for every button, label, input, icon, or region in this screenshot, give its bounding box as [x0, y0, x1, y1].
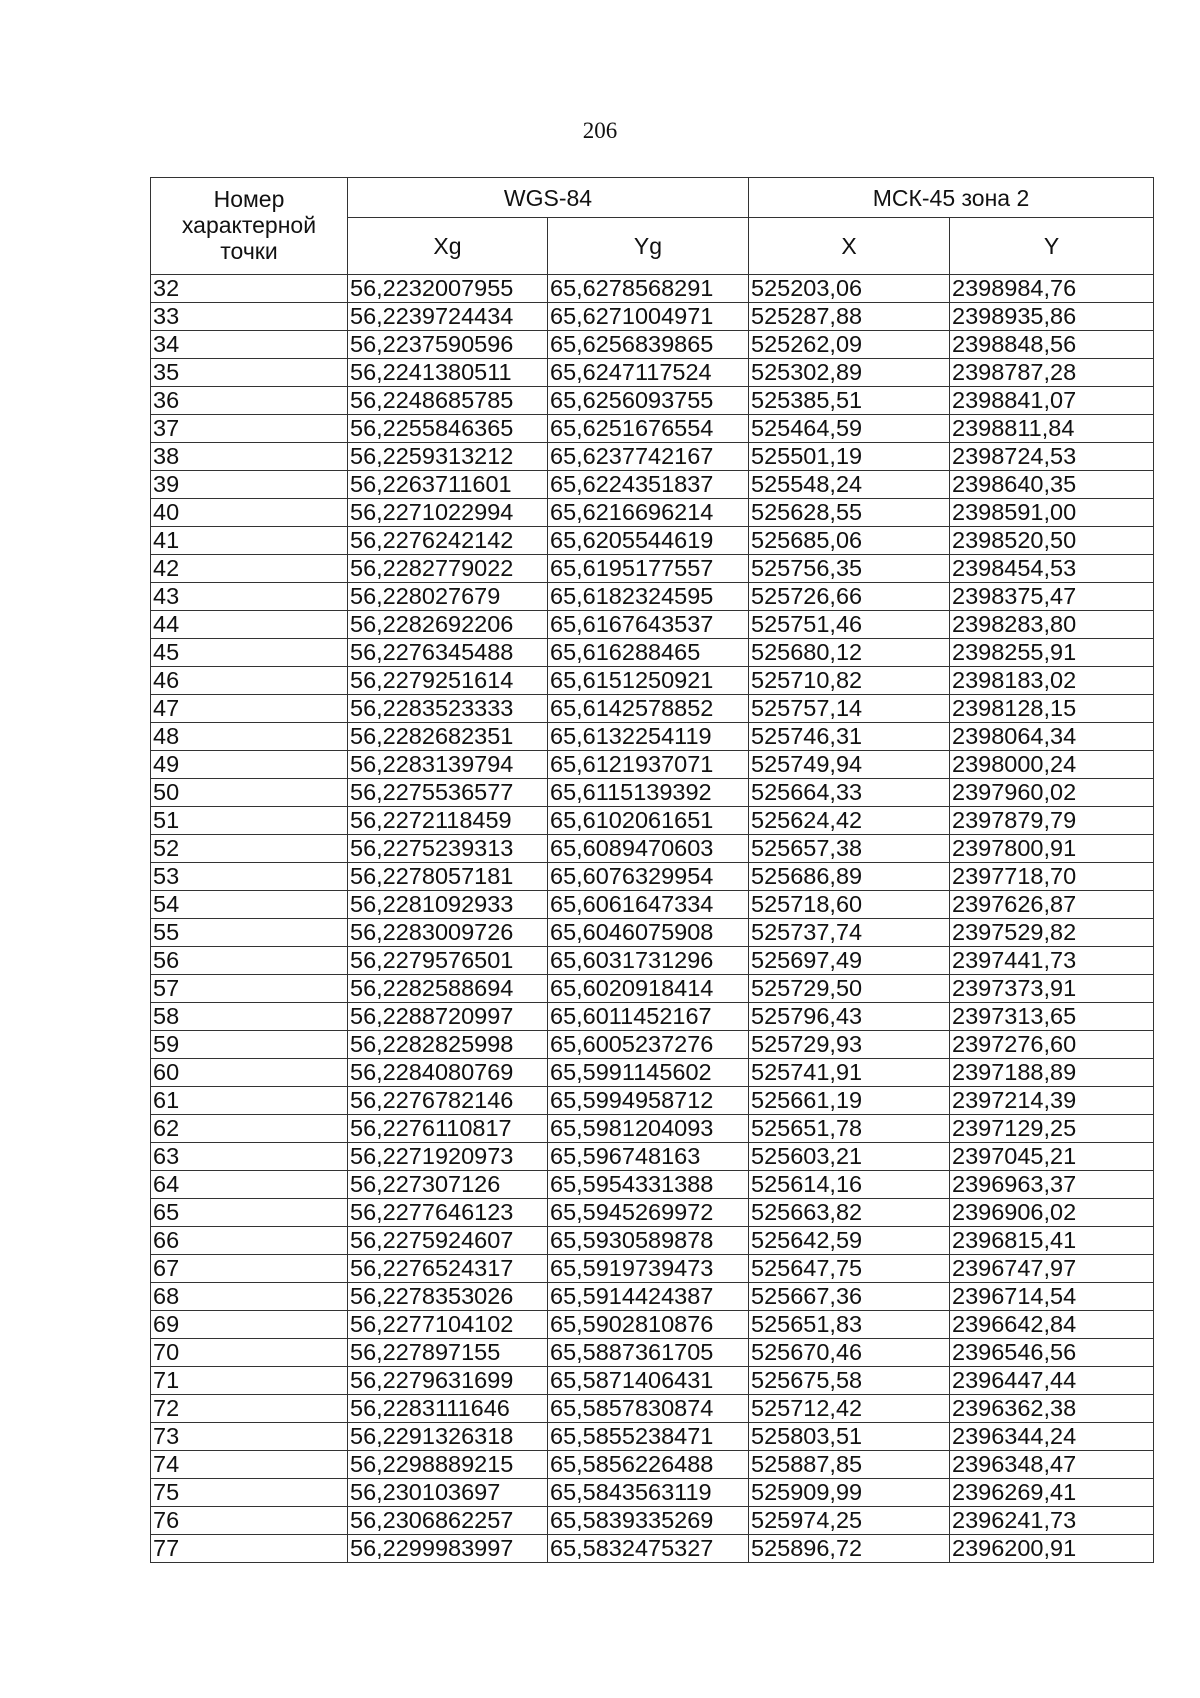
point-number-cell: 53 — [151, 863, 348, 891]
y-cell: 2398128,15 — [950, 695, 1154, 723]
point-number-cell: 66 — [151, 1227, 348, 1255]
y-cell: 2397879,79 — [950, 807, 1154, 835]
yg-cell: 65,5945269972 — [548, 1199, 749, 1227]
y-cell: 2397373,91 — [950, 975, 1154, 1003]
x-cell: 525974,25 — [749, 1507, 950, 1535]
point-number-cell: 42 — [151, 555, 348, 583]
xg-cell: 56,2282779022 — [348, 555, 548, 583]
yg-cell: 65,5902810876 — [548, 1311, 749, 1339]
yg-cell: 65,5914424387 — [548, 1283, 749, 1311]
table-row — [151, 807, 1154, 835]
table-row — [151, 1199, 1154, 1227]
point-number-cell: 41 — [151, 527, 348, 555]
xg-cell: 56,2239724434 — [348, 303, 548, 331]
point-number-cell: 62 — [151, 1115, 348, 1143]
x-cell: 525624,42 — [749, 807, 950, 835]
xg-cell: 56,2283523333 — [348, 695, 548, 723]
xg-cell: 56,227897155 — [348, 1339, 548, 1367]
y-cell: 2398724,53 — [950, 443, 1154, 471]
x-cell: 525737,74 — [749, 919, 950, 947]
yg-cell: 65,6256093755 — [548, 387, 749, 415]
x-cell: 525686,89 — [749, 863, 950, 891]
xg-cell: 56,2282825998 — [348, 1031, 548, 1059]
x-cell: 525651,83 — [749, 1311, 950, 1339]
table-row — [151, 611, 1154, 639]
point-number-cell: 44 — [151, 611, 348, 639]
point-number-cell: 35 — [151, 359, 348, 387]
y-cell: 2398984,76 — [950, 275, 1154, 303]
table-row — [151, 527, 1154, 555]
page-number: 206 — [582, 118, 618, 143]
yg-cell: 65,6167643537 — [548, 611, 749, 639]
x-cell: 525896,72 — [749, 1535, 950, 1563]
yg-cell: 65,5855238471 — [548, 1423, 749, 1451]
xg-cell: 56,2277104102 — [348, 1311, 548, 1339]
table-row — [151, 835, 1154, 863]
point-number-cell: 38 — [151, 443, 348, 471]
xg-cell: 56,2283139794 — [348, 751, 548, 779]
y-cell: 2397214,39 — [950, 1087, 1154, 1115]
xg-cell: 56,2272118459 — [348, 807, 548, 835]
point-number-cell: 60 — [151, 1059, 348, 1087]
xg-cell: 56,2232007955 — [348, 275, 548, 303]
y-cell: 2396906,02 — [950, 1199, 1154, 1227]
yg-cell: 65,5839335269 — [548, 1507, 749, 1535]
y-cell: 2396642,84 — [950, 1311, 1154, 1339]
x-cell: 525664,33 — [749, 779, 950, 807]
xg-cell: 56,2276242142 — [348, 527, 548, 555]
point-number-cell: 67 — [151, 1255, 348, 1283]
x-cell: 525729,50 — [749, 975, 950, 1003]
point-number-cell: 46 — [151, 667, 348, 695]
x-cell: 525757,14 — [749, 695, 950, 723]
yg-cell: 65,6271004971 — [548, 303, 749, 331]
xg-cell: 56,2248685785 — [348, 387, 548, 415]
y-cell: 2398454,53 — [950, 555, 1154, 583]
x-cell: 525302,89 — [749, 359, 950, 387]
xg-cell: 56,2275239313 — [348, 835, 548, 863]
point-number-cell: 52 — [151, 835, 348, 863]
yg-cell: 65,5856226488 — [548, 1451, 749, 1479]
point-number-cell: 72 — [151, 1395, 348, 1423]
point-number-cell: 64 — [151, 1171, 348, 1199]
xg-cell: 56,2298889215 — [348, 1451, 548, 1479]
x-cell: 525697,49 — [749, 947, 950, 975]
x-cell: 525385,51 — [749, 387, 950, 415]
point-number-cell: 65 — [151, 1199, 348, 1227]
table-row — [151, 1507, 1154, 1535]
y-cell: 2397276,60 — [950, 1031, 1154, 1059]
point-number-cell: 70 — [151, 1339, 348, 1367]
yg-cell: 65,5887361705 — [548, 1339, 749, 1367]
xg-cell: 56,2275924607 — [348, 1227, 548, 1255]
table-row — [151, 415, 1154, 443]
xg-cell: 56,227307126 — [348, 1171, 548, 1199]
x-cell: 525680,12 — [749, 639, 950, 667]
y-cell: 2396963,37 — [950, 1171, 1154, 1199]
point-number-cell: 61 — [151, 1087, 348, 1115]
y-cell: 2398000,24 — [950, 751, 1154, 779]
wgs84-group-header: WGS-84 — [348, 178, 749, 218]
point-number-cell: 48 — [151, 723, 348, 751]
table-row — [151, 1423, 1154, 1451]
y-cell: 2398255,91 — [950, 639, 1154, 667]
point-number-header: Номер характерной точки — [151, 178, 348, 275]
yg-cell: 65,5857830874 — [548, 1395, 749, 1423]
x-cell: 525712,42 — [749, 1395, 950, 1423]
y-cell: 2398183,02 — [950, 667, 1154, 695]
yg-cell: 65,6151250921 — [548, 667, 749, 695]
msk45-group-header: МСК-45 зона 2 — [749, 178, 1154, 218]
x-cell: 525548,24 — [749, 471, 950, 499]
xg-cell: 56,2279631699 — [348, 1367, 548, 1395]
table-row — [151, 1367, 1154, 1395]
y-cell: 2396747,97 — [950, 1255, 1154, 1283]
table-row — [151, 1535, 1154, 1563]
table-row — [151, 1227, 1154, 1255]
xg-column-header: Xg — [348, 218, 548, 275]
yg-cell: 65,6076329954 — [548, 863, 749, 891]
point-number-cell: 71 — [151, 1367, 348, 1395]
table-row — [151, 555, 1154, 583]
point-number-cell: 74 — [151, 1451, 348, 1479]
x-cell: 525909,99 — [749, 1479, 950, 1507]
yg-cell: 65,6020918414 — [548, 975, 749, 1003]
yg-cell: 65,616288465 — [548, 639, 749, 667]
yg-cell: 65,5832475327 — [548, 1535, 749, 1563]
x-cell: 525746,31 — [749, 723, 950, 751]
y-cell: 2398848,56 — [950, 331, 1154, 359]
yg-cell: 65,6115139392 — [548, 779, 749, 807]
xg-cell: 56,2306862257 — [348, 1507, 548, 1535]
yg-cell: 65,6046075908 — [548, 919, 749, 947]
point-number-cell: 69 — [151, 1311, 348, 1339]
yg-cell: 65,6195177557 — [548, 555, 749, 583]
xg-cell: 56,2276110817 — [348, 1115, 548, 1143]
table-row — [151, 303, 1154, 331]
yg-cell: 65,6182324595 — [548, 583, 749, 611]
y-cell: 2396546,56 — [950, 1339, 1154, 1367]
table-row — [151, 639, 1154, 667]
point-number-cell: 56 — [151, 947, 348, 975]
xg-cell: 56,2259313212 — [348, 443, 548, 471]
xg-cell: 56,2271022994 — [348, 499, 548, 527]
point-number-cell: 34 — [151, 331, 348, 359]
x-cell: 525663,82 — [749, 1199, 950, 1227]
y-cell: 2397313,65 — [950, 1003, 1154, 1031]
x-cell: 525262,09 — [749, 331, 950, 359]
y-cell: 2398640,35 — [950, 471, 1154, 499]
point-number-cell: 40 — [151, 499, 348, 527]
x-cell: 525464,59 — [749, 415, 950, 443]
yg-column-header: Yg — [548, 218, 749, 275]
xg-cell: 56,2278353026 — [348, 1283, 548, 1311]
point-number-cell: 59 — [151, 1031, 348, 1059]
y-cell: 2398811,84 — [950, 415, 1154, 443]
table-row — [151, 751, 1154, 779]
yg-cell: 65,5994958712 — [548, 1087, 749, 1115]
xg-cell: 56,2281092933 — [348, 891, 548, 919]
x-cell: 525203,06 — [749, 275, 950, 303]
xg-cell: 56,2275536577 — [348, 779, 548, 807]
y-cell: 2396348,47 — [950, 1451, 1154, 1479]
point-number-cell: 68 — [151, 1283, 348, 1311]
yg-cell: 65,596748163 — [548, 1143, 749, 1171]
yg-cell: 65,5930589878 — [548, 1227, 749, 1255]
xg-cell: 56,2271920973 — [348, 1143, 548, 1171]
table-row — [151, 471, 1154, 499]
point-number-cell: 37 — [151, 415, 348, 443]
y-cell: 2397626,87 — [950, 891, 1154, 919]
table-row — [151, 919, 1154, 947]
table-row — [151, 667, 1154, 695]
yg-cell: 65,5919739473 — [548, 1255, 749, 1283]
xg-cell: 56,2241380511 — [348, 359, 548, 387]
table-row — [151, 1395, 1154, 1423]
y-cell: 2396447,44 — [950, 1367, 1154, 1395]
x-cell: 525667,36 — [749, 1283, 950, 1311]
xg-cell: 56,2299983997 — [348, 1535, 548, 1563]
x-cell: 525729,93 — [749, 1031, 950, 1059]
yg-cell: 65,6132254119 — [548, 723, 749, 751]
table-row — [151, 1255, 1154, 1283]
table-row — [151, 1311, 1154, 1339]
xg-cell: 56,2278057181 — [348, 863, 548, 891]
yg-cell: 65,6061647334 — [548, 891, 749, 919]
y-cell: 2396344,24 — [950, 1423, 1154, 1451]
x-cell: 525642,59 — [749, 1227, 950, 1255]
y-column-header: Y — [950, 218, 1154, 275]
yg-cell: 65,6031731296 — [548, 947, 749, 975]
x-cell: 525614,16 — [749, 1171, 950, 1199]
table-row — [151, 1479, 1154, 1507]
y-cell: 2397129,25 — [950, 1115, 1154, 1143]
y-cell: 2397441,73 — [950, 947, 1154, 975]
x-cell: 525651,78 — [749, 1115, 950, 1143]
table-row — [151, 1031, 1154, 1059]
xg-cell: 56,2288720997 — [348, 1003, 548, 1031]
x-cell: 525796,43 — [749, 1003, 950, 1031]
x-cell: 525741,91 — [749, 1059, 950, 1087]
point-number-cell: 58 — [151, 1003, 348, 1031]
table-row — [151, 1003, 1154, 1031]
y-cell: 2398283,80 — [950, 611, 1154, 639]
yg-cell: 65,6278568291 — [548, 275, 749, 303]
point-number-cell: 54 — [151, 891, 348, 919]
x-cell: 525710,82 — [749, 667, 950, 695]
x-column-header: X — [749, 218, 950, 275]
point-number-cell: 57 — [151, 975, 348, 1003]
yg-cell: 65,6142578852 — [548, 695, 749, 723]
x-cell: 525675,58 — [749, 1367, 950, 1395]
table-row — [151, 1339, 1154, 1367]
point-number-cell: 76 — [151, 1507, 348, 1535]
point-number-cell: 32 — [151, 275, 348, 303]
y-cell: 2398841,07 — [950, 387, 1154, 415]
x-cell: 525501,19 — [749, 443, 950, 471]
xg-cell: 56,2282588694 — [348, 975, 548, 1003]
x-cell: 525803,51 — [749, 1423, 950, 1451]
point-number-cell: 43 — [151, 583, 348, 611]
xg-cell: 56,2279251614 — [348, 667, 548, 695]
x-cell: 525661,19 — [749, 1087, 950, 1115]
point-number-cell: 50 — [151, 779, 348, 807]
table-row — [151, 723, 1154, 751]
yg-cell: 65,6011452167 — [548, 1003, 749, 1031]
point-number-cell: 77 — [151, 1535, 348, 1563]
y-cell: 2396269,41 — [950, 1479, 1154, 1507]
table-row — [151, 1087, 1154, 1115]
x-cell: 525647,75 — [749, 1255, 950, 1283]
table-row — [151, 975, 1154, 1003]
yg-cell: 65,6251676554 — [548, 415, 749, 443]
table-row — [151, 1115, 1154, 1143]
xg-cell: 56,2276782146 — [348, 1087, 548, 1115]
point-number-cell: 49 — [151, 751, 348, 779]
yg-cell: 65,6205544619 — [548, 527, 749, 555]
xg-cell: 56,2277646123 — [348, 1199, 548, 1227]
y-cell: 2397045,21 — [950, 1143, 1154, 1171]
yg-cell: 65,6247117524 — [548, 359, 749, 387]
yg-cell: 65,5843563119 — [548, 1479, 749, 1507]
xg-cell: 56,2282692206 — [348, 611, 548, 639]
xg-cell: 56,2255846365 — [348, 415, 548, 443]
point-number-cell: 36 — [151, 387, 348, 415]
yg-cell: 65,6224351837 — [548, 471, 749, 499]
yg-cell: 65,6256839865 — [548, 331, 749, 359]
table-row — [151, 779, 1154, 807]
xg-cell: 56,2282682351 — [348, 723, 548, 751]
x-cell: 525756,35 — [749, 555, 950, 583]
xg-cell: 56,2283009726 — [348, 919, 548, 947]
y-cell: 2396714,54 — [950, 1283, 1154, 1311]
table-row — [151, 275, 1154, 303]
xg-cell: 56,2276524317 — [348, 1255, 548, 1283]
y-cell: 2398375,47 — [950, 583, 1154, 611]
xg-cell: 56,2276345488 — [348, 639, 548, 667]
y-cell: 2396815,41 — [950, 1227, 1154, 1255]
yg-cell: 65,6089470603 — [548, 835, 749, 863]
table-row — [151, 695, 1154, 723]
xg-cell: 56,2237590596 — [348, 331, 548, 359]
yg-cell: 65,5991145602 — [548, 1059, 749, 1087]
xg-cell: 56,2284080769 — [348, 1059, 548, 1087]
x-cell: 525628,55 — [749, 499, 950, 527]
table-row — [151, 1283, 1154, 1311]
table-row — [151, 331, 1154, 359]
table-row — [151, 863, 1154, 891]
point-number-cell: 55 — [151, 919, 348, 947]
x-cell: 525887,85 — [749, 1451, 950, 1479]
y-cell: 2397718,70 — [950, 863, 1154, 891]
y-cell: 2397800,91 — [950, 835, 1154, 863]
table-row — [151, 443, 1154, 471]
point-number-cell: 73 — [151, 1423, 348, 1451]
xg-cell: 56,2283111646 — [348, 1395, 548, 1423]
y-cell: 2398520,50 — [950, 527, 1154, 555]
y-cell: 2397529,82 — [950, 919, 1154, 947]
point-number-cell: 51 — [151, 807, 348, 835]
xg-cell: 56,228027679 — [348, 583, 548, 611]
x-cell: 525287,88 — [749, 303, 950, 331]
yg-cell: 65,6102061651 — [548, 807, 749, 835]
yg-cell: 65,6237742167 — [548, 443, 749, 471]
yg-cell: 65,5871406431 — [548, 1367, 749, 1395]
y-cell: 2398591,00 — [950, 499, 1154, 527]
y-cell: 2398064,34 — [950, 723, 1154, 751]
point-number-cell: 63 — [151, 1143, 348, 1171]
point-number-cell: 75 — [151, 1479, 348, 1507]
y-cell: 2396200,91 — [950, 1535, 1154, 1563]
yg-cell: 65,6216696214 — [548, 499, 749, 527]
yg-cell: 65,6005237276 — [548, 1031, 749, 1059]
point-number-cell: 33 — [151, 303, 348, 331]
yg-cell: 65,5981204093 — [548, 1115, 749, 1143]
y-cell: 2396241,73 — [950, 1507, 1154, 1535]
x-cell: 525749,94 — [749, 751, 950, 779]
xg-cell: 56,2263711601 — [348, 471, 548, 499]
x-cell: 525751,46 — [749, 611, 950, 639]
x-cell: 525603,21 — [749, 1143, 950, 1171]
table-row — [151, 891, 1154, 919]
table-row — [151, 359, 1154, 387]
y-cell: 2396362,38 — [950, 1395, 1154, 1423]
table-body — [151, 275, 1154, 1563]
table-row — [151, 1451, 1154, 1479]
table-row — [151, 583, 1154, 611]
xg-cell: 56,2291326318 — [348, 1423, 548, 1451]
table-row — [151, 1059, 1154, 1087]
point-number-cell: 45 — [151, 639, 348, 667]
table-row — [151, 1171, 1154, 1199]
table-row — [151, 499, 1154, 527]
x-cell: 525685,06 — [749, 527, 950, 555]
table-row — [151, 947, 1154, 975]
x-cell: 525670,46 — [749, 1339, 950, 1367]
table-row — [151, 1143, 1154, 1171]
point-number-cell: 47 — [151, 695, 348, 723]
yg-cell: 65,5954331388 — [548, 1171, 749, 1199]
yg-cell: 65,6121937071 — [548, 751, 749, 779]
table-row — [151, 387, 1154, 415]
point-number-cell: 39 — [151, 471, 348, 499]
y-cell: 2397960,02 — [950, 779, 1154, 807]
xg-cell: 56,2279576501 — [348, 947, 548, 975]
y-cell: 2397188,89 — [950, 1059, 1154, 1087]
xg-cell: 56,230103697 — [348, 1479, 548, 1507]
y-cell: 2398787,28 — [950, 359, 1154, 387]
y-cell: 2398935,86 — [950, 303, 1154, 331]
coordinates-table — [150, 177, 1154, 1563]
table-header — [151, 178, 1154, 275]
x-cell: 525718,60 — [749, 891, 950, 919]
x-cell: 525726,66 — [749, 583, 950, 611]
x-cell: 525657,38 — [749, 835, 950, 863]
